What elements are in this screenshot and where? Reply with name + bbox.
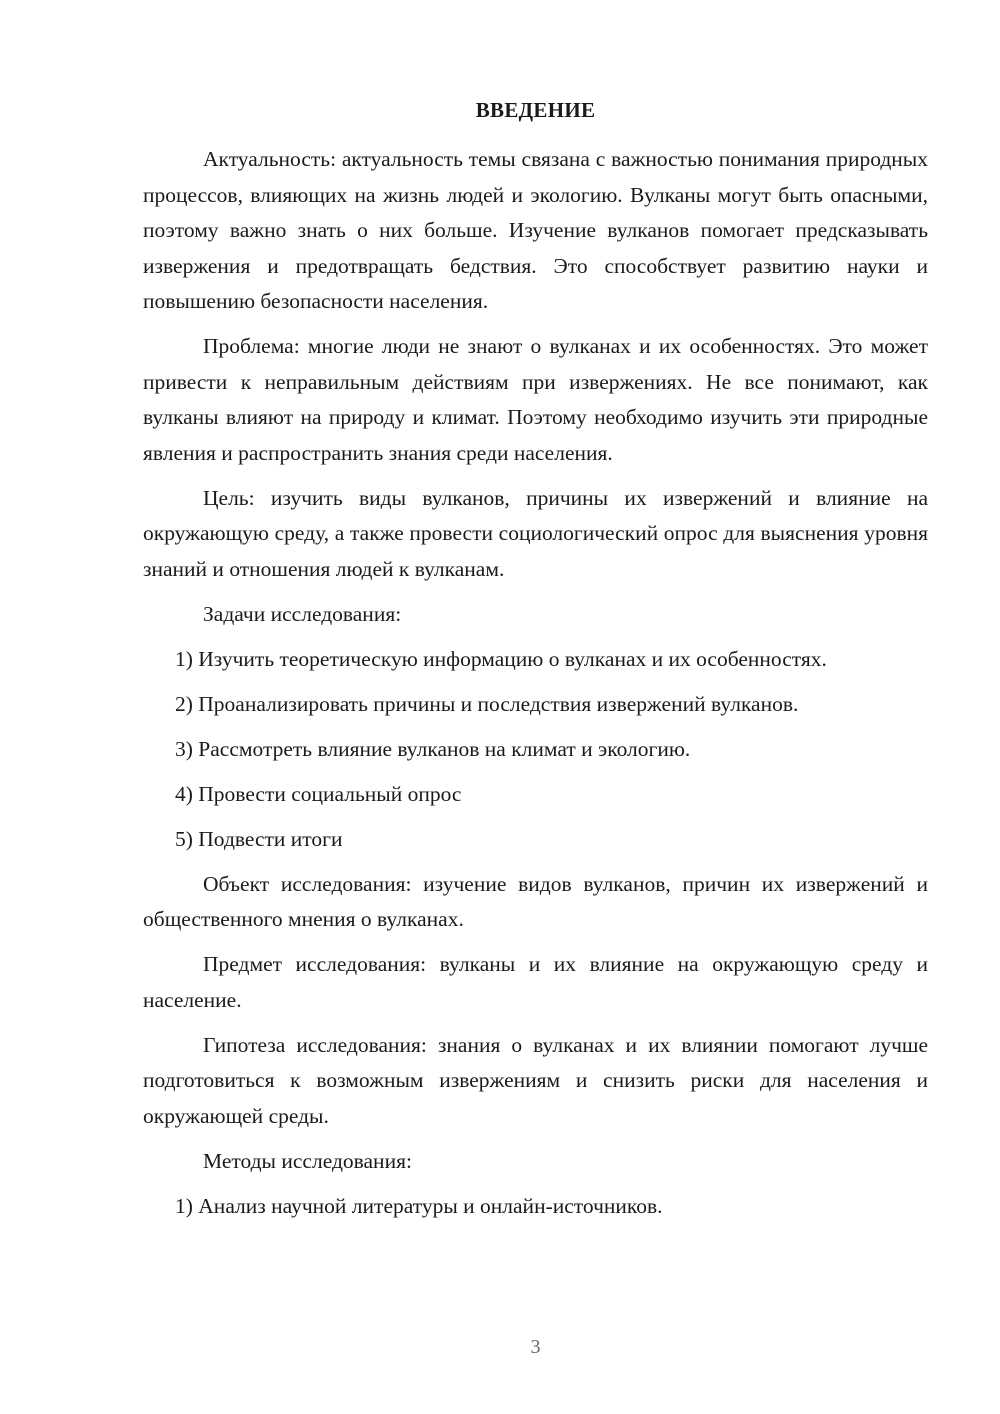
document-body [143,142,928,1234]
list-item-task-5: 5) Подвести итоги [175,826,343,851]
paragraph-problem: Проблема: многие люди не знают о вулканах и их особенностях. Это может привести к неправильным действиям при извержениях. Не все понимают, как вулканы влияют на природу и климат. Поэтому необходимо изучить эти природные явления и распространить знания среди населения. [143,334,928,465]
methods-heading: Методы исследования: [203,1148,412,1173]
page-number: 3 [530,1336,541,1358]
paragraph-hypothesis: Гипотеза исследования: знания о вулканах и их влиянии помогают лучше подготовиться к возможным извержениям и снизить риски для населения и окружающей среды. [143,1032,928,1128]
list-item-task-4: 4) Провести социальный опрос [175,781,462,806]
paragraph-goal: Цель: изучить виды вулканов, причины их извержений и влияние на окружающую среду, а также провести социологический опрос для выяснения уровня знаний и отношения людей к вулканам. [143,485,928,581]
paragraph-subject: Предмет исследования: вулканы и их влияние на окружающую среду и население. [143,952,928,1012]
list-item-method-1: 1) Анализ научной литературы и онлайн-источников. [175,1193,663,1218]
list-item-task-3: 3) Рассмотреть влияние вулканов на климат и экологию. [175,736,691,761]
document-page [143,0,928,1414]
tasks-heading: Задачи исследования: [203,601,402,626]
page-title: ВВЕДЕНИЕ [475,98,596,122]
list-item-task-1: 1) Изучить теоретическую информацию о вулканах и их особенностях. [175,646,827,671]
tasks-list [143,642,928,858]
paragraph-object: Объект исследования: изучение видов вулканов, причин их извержений и общественного мнения о вулканах. [143,871,928,931]
list-item-task-2: 2) Проанализировать причины и последствия извержений вулканов. [175,691,799,716]
paragraph-relevance: Актуальность: актуальность темы связана с важностью понимания природных процессов, влияющих на жизнь людей и экологию. Вулканы могут быть опасными, поэтому важно знать о них больше. Изучение вулканов помогает предсказывать извержения и предотвращать бедствия. Это способствует развитию науки и повышению безопасности населения. [143,147,928,313]
methods-list [143,1189,928,1225]
